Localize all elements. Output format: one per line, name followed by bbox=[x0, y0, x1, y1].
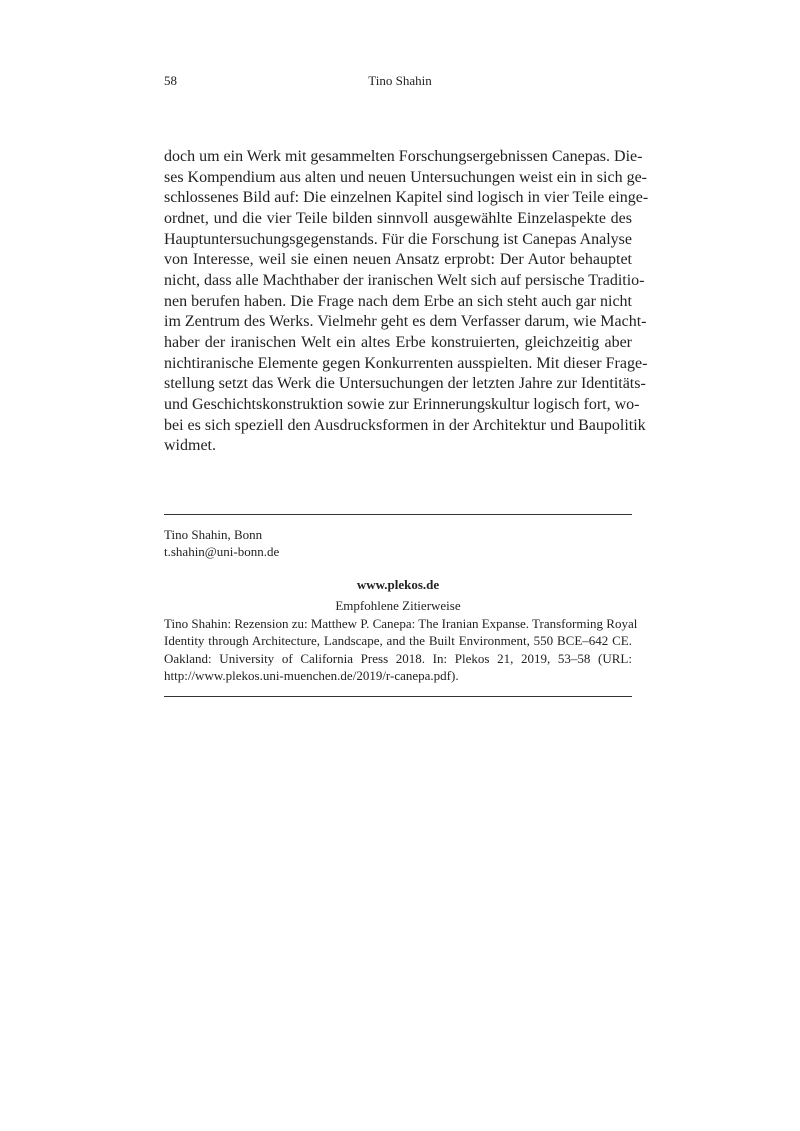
body-line: bei es sich speziell den Ausdrucksformen in der Architektur und Baupolitik bbox=[164, 416, 646, 434]
body-line: schlossenes Bild auf: Die einzelnen Kapitel sind logisch in vier Teile einge- bbox=[164, 189, 649, 207]
body-line: ordnet, und die vier Teile bilden sinnvoll ausgewählte Einzelaspekte des bbox=[164, 209, 632, 227]
citation-line: Tino Shahin: Rezension zu: Matthew P. Canepa: The Iranian Expanse. Transforming Royal bbox=[164, 616, 638, 631]
body-line: Hauptuntersuchungsgegenstands. Für die Forschung ist Canepas Analyse bbox=[164, 230, 632, 248]
author-email: t.shahin@uni-bonn.de bbox=[164, 544, 280, 560]
citation-line: Identity through Architecture, Landscape, and the Built Environment, 550 BCE–642 CE. bbox=[164, 633, 632, 649]
author-name: Tino Shahin, Bonn bbox=[164, 527, 263, 542]
body-line: und Geschichtskonstruktion sowie zur Erinnerungskultur logisch fort, wo- bbox=[164, 395, 640, 413]
divider bbox=[164, 696, 632, 697]
body-line: doch um ein Werk mit gesammelten Forschungsergebnissen Canepas. Die- bbox=[164, 148, 643, 165]
running-head: Tino Shahin bbox=[368, 73, 432, 88]
site-link[interactable]: www.plekos.de bbox=[356, 577, 440, 592]
body-line: ses Kompendium aus alten und neuen Untersuchungen weist ein in sich ge- bbox=[164, 168, 647, 186]
citation bbox=[164, 615, 638, 684]
body-line: nen berufen haben. Die Frage nach dem Erbe an sich steht auch gar nicht bbox=[164, 292, 632, 310]
body-text bbox=[164, 147, 649, 457]
divider bbox=[164, 514, 632, 515]
citation-line: Oakland: University of California Press 2018. In: Plekos 21, 2019, 53–58 (URL: bbox=[164, 650, 632, 666]
body-line: haber der iranischen Welt ein altes Erbe konstruierten, gleichzeitig aber bbox=[164, 333, 632, 351]
body-line: nicht, dass alle Machthaber der iranischen Welt sich auf persische Traditio- bbox=[164, 271, 645, 289]
citation-heading: Empfohlene Zitierweise bbox=[335, 598, 461, 613]
body-line: widmet. bbox=[164, 437, 216, 455]
page-number: 58 bbox=[164, 73, 177, 88]
body-line: nichtiranische Elemente gegen Konkurrenten ausspielten. Mit dieser Frage- bbox=[164, 354, 648, 372]
author-info bbox=[164, 526, 632, 561]
body-line: stellung setzt das Werk die Untersuchungen der letzten Jahre zur Identitäts- bbox=[164, 375, 646, 393]
body-line: im Zentrum des Werks. Vielmehr geht es dem Verfasser darum, wie Macht- bbox=[164, 313, 647, 331]
body-line: von Interesse, weil sie einen neuen Ansatz erprobt: Der Autor behauptet bbox=[164, 251, 632, 269]
citation-line: http://www.plekos.uni-muenchen.de/2019/r-canepa.pdf). bbox=[164, 667, 459, 683]
